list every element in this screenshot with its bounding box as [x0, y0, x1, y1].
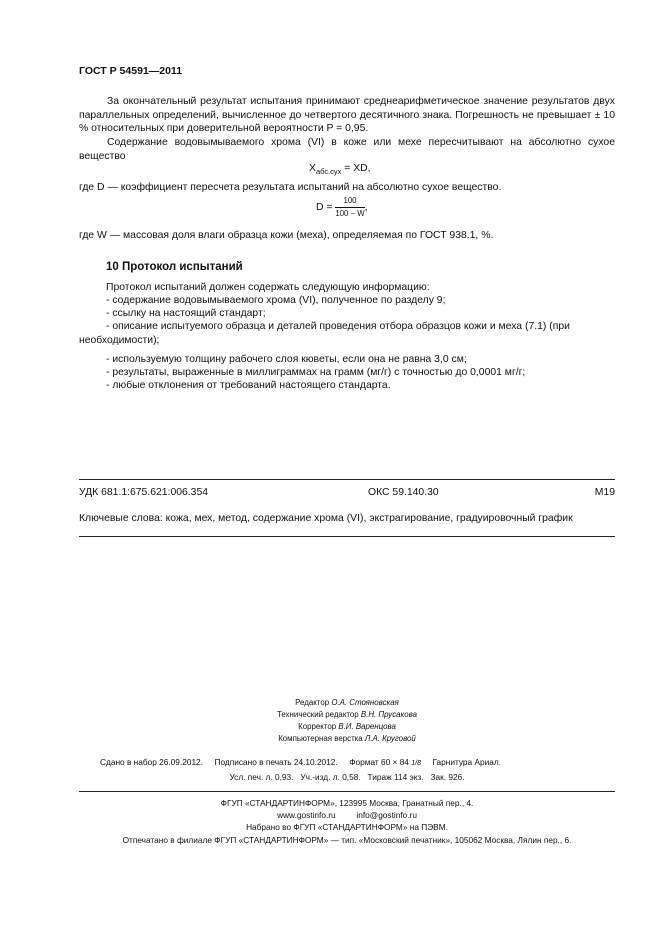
list-item: - ссылку на настоящий стандарт;	[106, 308, 266, 319]
credit-editor-name: О.А. Стояновская	[331, 698, 399, 707]
where-d-line: где D — коэффициент пересчета результата испытаний на абсолютно сухое вещество.	[79, 182, 502, 193]
credit-editor	[79, 697, 615, 709]
imprint-typeface: Гарнитура Ариал.	[432, 757, 502, 767]
credit-tech-name: В.Н. Прусакова	[360, 710, 417, 719]
credit-corrector	[79, 721, 615, 733]
list-item: - содержание водовымываемого хрома (VI), полученное по разделу 9;	[106, 295, 446, 306]
imprint-format: Формат 60 × 84	[349, 757, 409, 767]
list-item: - любые отклонения от требований настоящего стандарта.	[106, 380, 391, 391]
keywords: Ключевые слова: кожа, мех, метод, содержание хрома (VI), экстрагирование, градуировочный график	[79, 513, 573, 524]
formula-d-denominator: 100 − W	[335, 209, 365, 218]
formula-x-abs	[309, 163, 371, 176]
formula-d-fraction	[335, 196, 364, 219]
publisher-site-link[interactable]: www.gostinfo.ru	[277, 810, 336, 820]
classifier-code: М19	[594, 487, 615, 498]
list-item: - результаты, выраженные в миллиграммах на грамм (мг/г) с точностью до 0,0001 мг/г;	[106, 367, 526, 378]
where-w-line: где W — массовая доля влаги образца кожи (меха), определяемая по ГОСТ 938.1, %.	[79, 230, 494, 241]
udk-code: УДК 681.1:675.621:006.354	[79, 487, 209, 498]
formula-x-rhs: = XD,	[344, 163, 371, 174]
middle-rule	[79, 536, 615, 537]
formula-x-lhs: X	[309, 163, 316, 174]
list-item: - используемую толщину рабочего слоя кюветы, если она не равна 3,0 см;	[106, 354, 467, 365]
publisher-email-link[interactable]: info@gostinfo.ru	[356, 810, 417, 820]
imprint-format-fraction: 1/8	[411, 760, 421, 767]
protocol-intro: Протокол испытаний должен содержать следующую информацию:	[106, 282, 430, 293]
top-rule	[79, 479, 615, 480]
imprint-print-date: Подписано в печать 24.10.2012.	[214, 757, 338, 767]
formula-x-subscript: абс.сух	[315, 167, 342, 177]
credit-corrector-role: Корректор	[298, 722, 337, 731]
printed-note: Отпечатано в филиале ФГУП «СТАНДАРТИНФОРМ» — тип. «Московский печатник», 105062 Москва, Лялин пер., 6.	[122, 835, 572, 845]
credit-tech-editor	[79, 709, 615, 721]
formula-d	[316, 196, 368, 219]
section-10-title: 10 Протокол испытаний	[106, 261, 243, 273]
credit-tech-role: Технический редактор	[277, 710, 359, 719]
credit-layout	[79, 733, 615, 745]
formula-d-tail: ,	[364, 202, 368, 213]
publisher-address: ФГУП «СТАНДАРТИНФОРМ», 123995 Москва, Гранатный пер., 4.	[220, 798, 474, 808]
imprint-line-1	[100, 756, 501, 771]
credit-corrector-name: В.И. Варенцова	[338, 722, 396, 731]
list-item: - описание испытуемого образца и деталей проведения отбора образцов кожи и меха (7.1) (при необходимости);	[79, 321, 570, 346]
credit-layout-name: Л.А. Круговой	[364, 734, 416, 743]
credit-editor-role: Редактор	[295, 698, 330, 707]
result-paragraph: За окончательный результат испытания принимают среднеарифметическое значение результатов двух параллельных определений, вычисленное до четвертого десятичного знака. Погрешность не превышает ± 10 % относительных при доверительной вероятности P = 0,95.	[79, 96, 615, 135]
document-code: ГОСТ Р 54591—2011	[79, 65, 183, 77]
typeset-note: Набрано во ФГУП «СТАНДАРТИНФОРМ» на ПЭВМ.	[246, 822, 448, 832]
recalc-paragraph: Содержание водовымываемого хрома (VI) в коже или мехе пересчитывают на абсолютно сухое вещество	[79, 137, 615, 162]
formula-d-lhs: D =	[316, 202, 333, 213]
credit-layout-role: Компьютерная верстка	[278, 734, 363, 743]
imprint-line-2: Усл. печ. л. 0,93. Уч.-изд. л. 0,58. Тираж 114 экз. Зак. 926.	[229, 772, 465, 782]
formula-d-numerator: 100	[335, 196, 364, 208]
oks-code: ОКС 59.140.30	[368, 487, 439, 498]
imprint-typeset-date: Сдано в набор 26.09.2012.	[100, 757, 203, 767]
bottom-rule	[79, 791, 615, 792]
